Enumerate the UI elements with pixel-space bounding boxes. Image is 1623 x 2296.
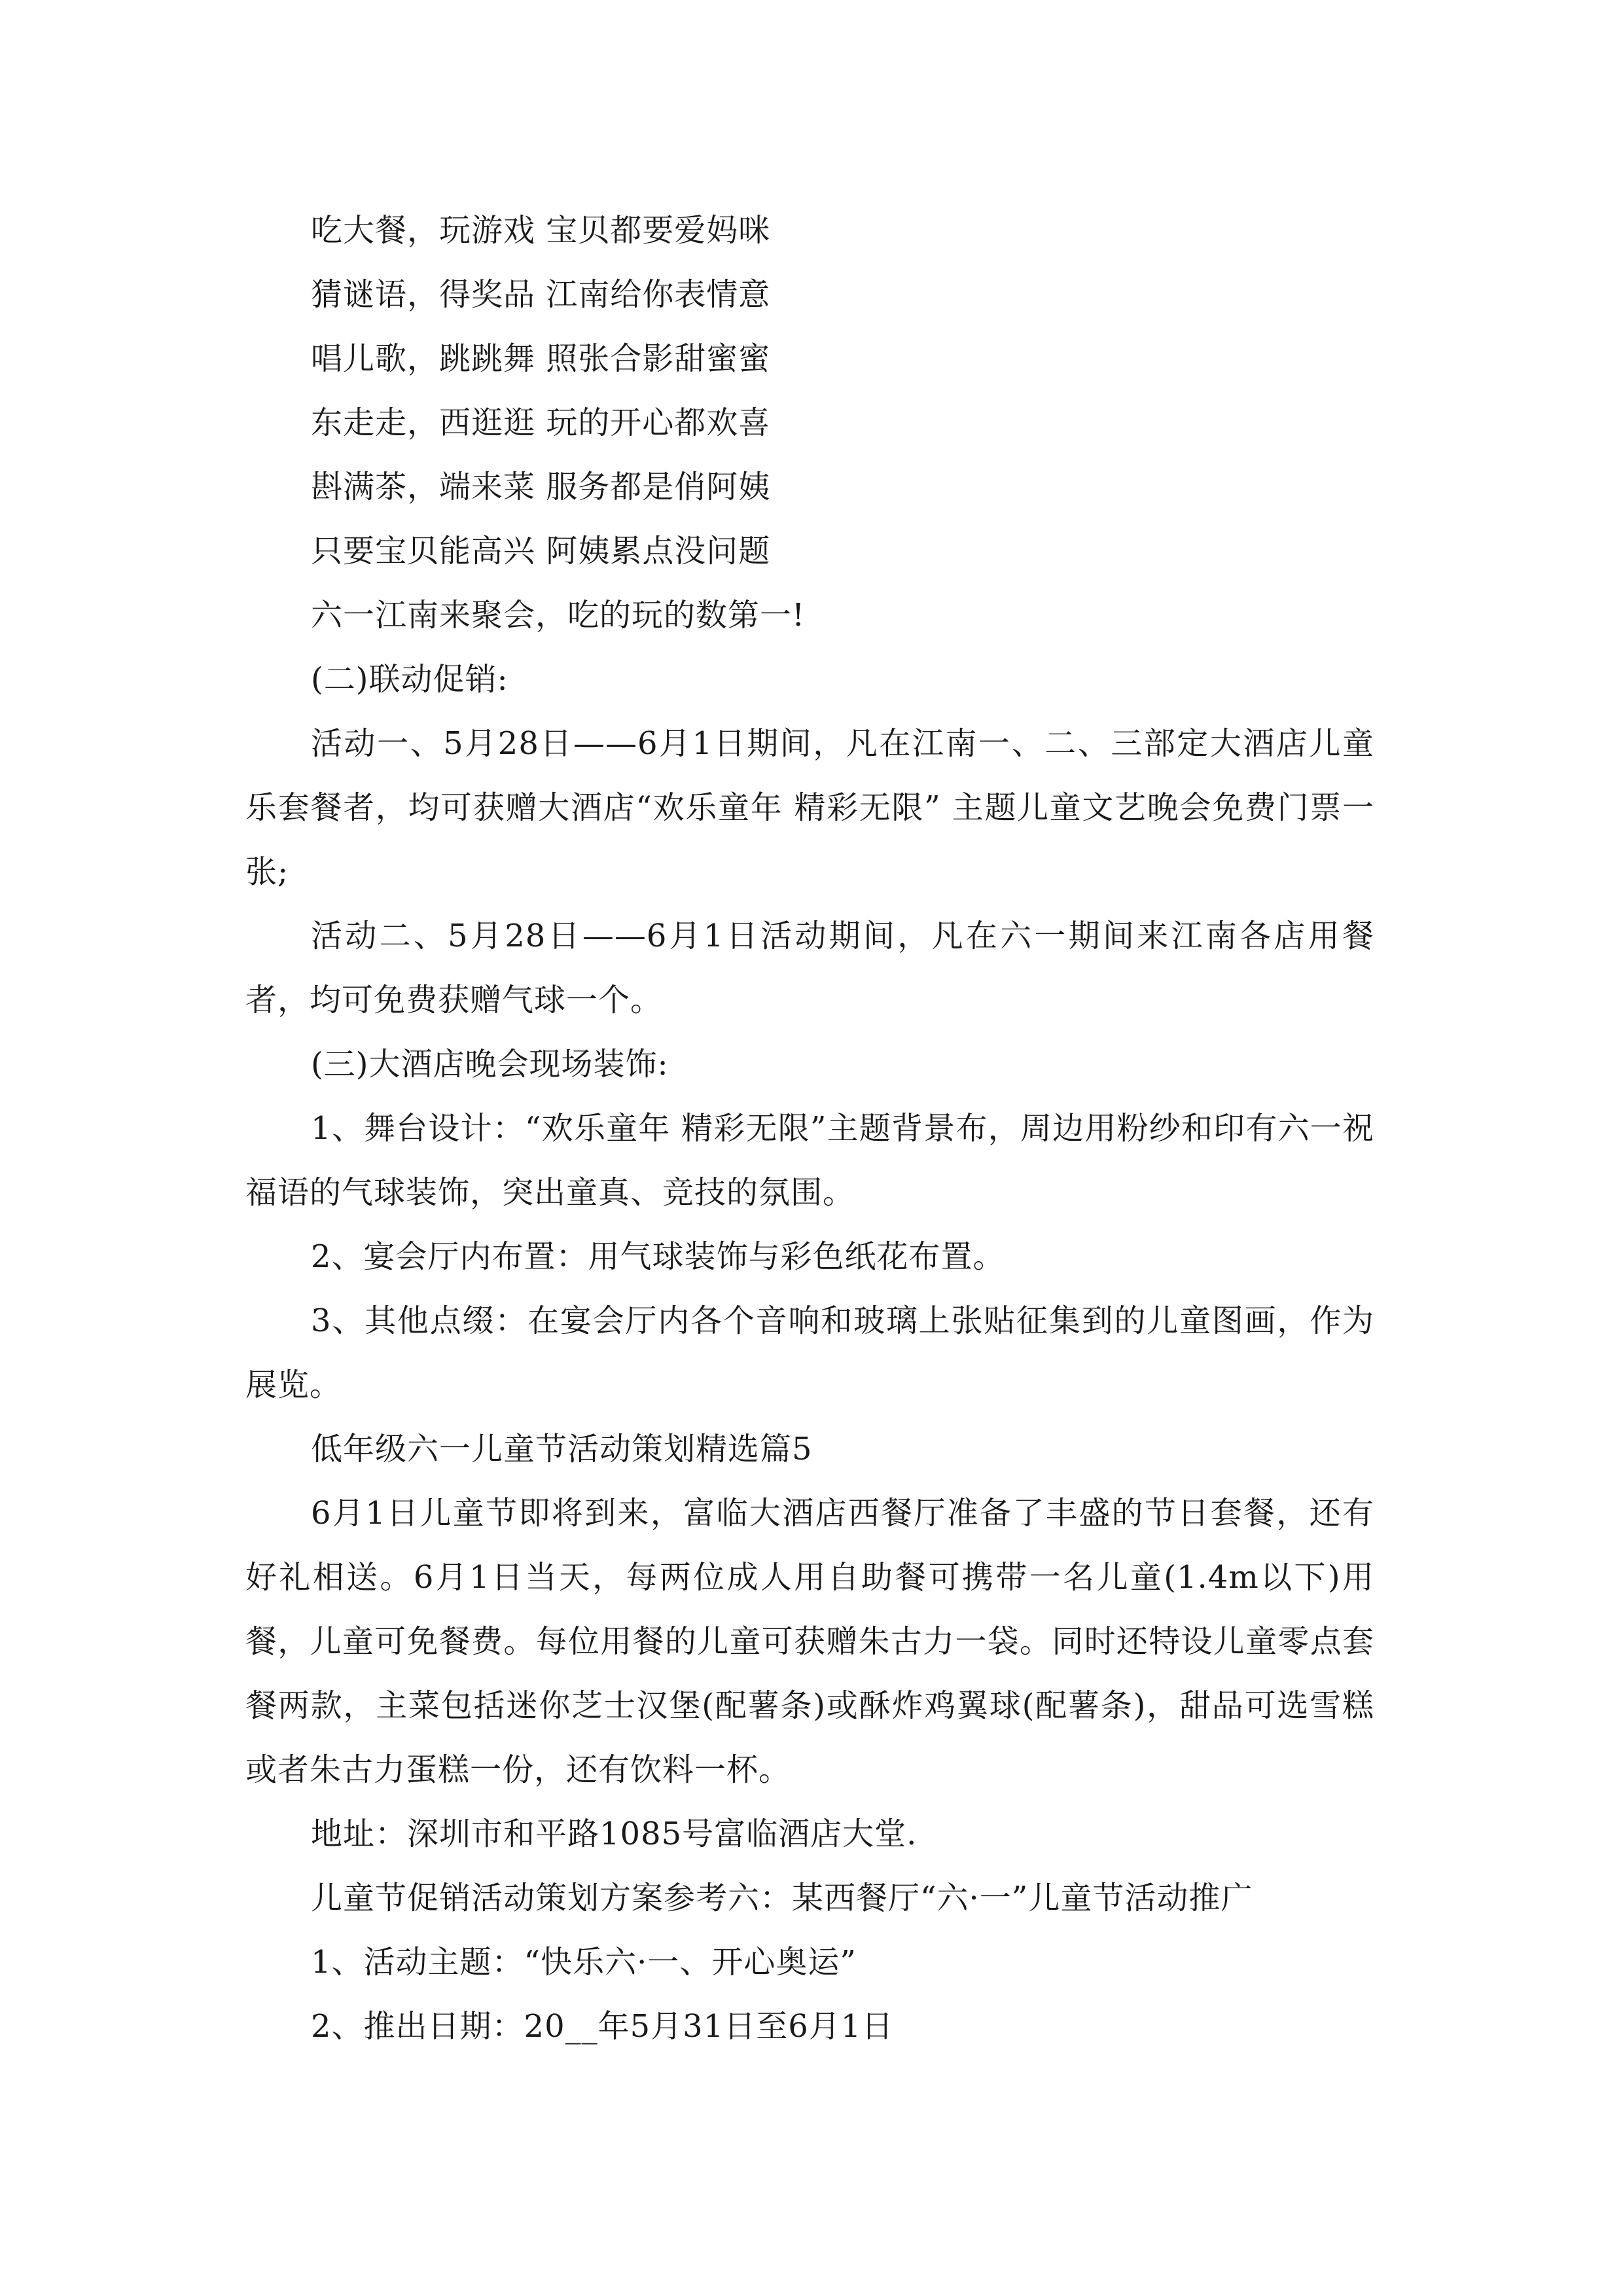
paragraph: 1、舞台设计：“欢乐童年 精彩无限”主题背景布，周边用粉纱和印有六一祝福语的气球装饰，突出童真、竞技的氛围。 bbox=[245, 1110, 1374, 1211]
paragraph: 活动一、5月28日——6月1日期间，凡在江南一、二、三部定大酒店儿童乐套餐者，均可获赠大酒店“欢乐童年 精彩无限” 主题儿童文艺晚会免费门票一张; bbox=[245, 725, 1374, 890]
poem-line: 东走走，西逛逛 玩的开心都欢喜 bbox=[311, 404, 771, 441]
paragraph: 2、宴会厅内布置：用气球装饰与彩色纸花布置。 bbox=[311, 1238, 1005, 1275]
poem-line: 六一江南来聚会，吃的玩的数第一! bbox=[311, 597, 806, 634]
plan-title: 儿童节促销活动策划方案参考六：某西餐厅“六·一”儿童节活动推广 bbox=[311, 1880, 1253, 1916]
address-line: 地址：深圳市和平路1085号富临酒店大堂. bbox=[311, 1816, 918, 1852]
poem-line: 猜谜语，得奖品 江南给你表情意 bbox=[311, 276, 771, 313]
paragraph: 活动二、5月28日——6月1日活动期间，凡在六一期间来江南各店用餐者，均可免费获赠气球一个。 bbox=[245, 918, 1374, 1018]
poem-line: 斟满茶，端来菜 服务都是俏阿姨 bbox=[311, 469, 771, 505]
paragraph: 3、其他点缀：在宴会厅内各个音响和玻璃上张贴征集到的儿童图画，作为展览。 bbox=[245, 1302, 1374, 1403]
article-title: 低年级六一儿童节活动策划精选篇5 bbox=[311, 1431, 813, 1467]
section-heading: (二)联动促销: bbox=[311, 661, 508, 698]
plan-item: 2、推出日期：20__年5月31日至6月1日 bbox=[311, 2008, 894, 2045]
poem-line: 只要宝贝能高兴 阿姨累点没问题 bbox=[311, 533, 771, 569]
paragraph: 6月1日儿童节即将到来，富临大酒店西餐厅准备了丰盛的节日套餐，还有好礼相送。6月1日当天，每两位成人用自助餐可携带一名儿童(1.4m以下)用餐，儿童可免餐费。每位用餐的儿童可获赠朱古力一袋。同时还特设儿童零点套餐两款，主菜包括迷你芝士汉堡(配薯条)或酥炸鸡翼球(配薯条)，甜品可选雪糕或者朱古力蛋糕一份，还有饮料一杯。 bbox=[245, 1495, 1374, 1788]
section-heading: (三)大酒店晚会现场装饰: bbox=[311, 1046, 669, 1083]
document-body bbox=[245, 198, 1374, 2058]
poem-line: 唱儿歌，跳跳舞 照张合影甜蜜蜜 bbox=[311, 340, 771, 377]
poem-line: 吃大餐，玩游戏 宝贝都要爱妈咪 bbox=[311, 212, 771, 249]
plan-item: 1、活动主题：“快乐六·一、开心奥运” bbox=[311, 1944, 857, 1981]
